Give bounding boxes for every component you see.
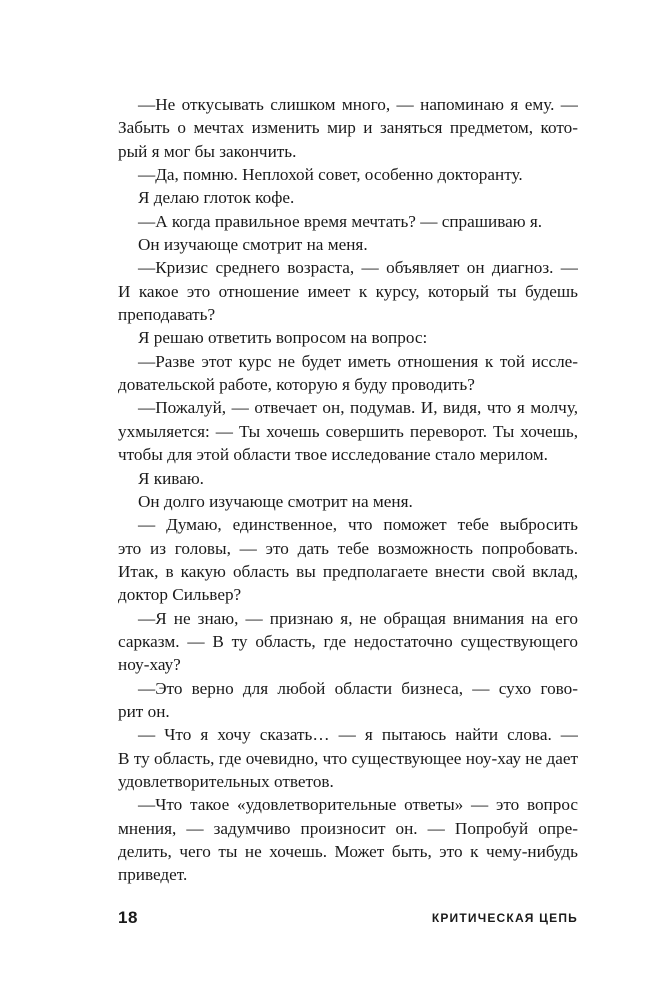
text-line: И какое это отношение имеет к курсу, который ты будешь [118,281,578,301]
text-line: сарказм. — В ту область, где недостаточно существующего [118,631,578,651]
text-line: удовлетворительных ответов. [118,771,334,791]
text-line: рит он. [118,701,170,721]
text-line: Забыть о мечтах изменить мир и заняться предметом, кото- [118,118,578,138]
text-line: доктор Сильвер? [118,585,242,605]
text-line: —Это верно для любой области бизнеса, — сухо гово- [138,678,578,698]
text-line: —Да, помню. Неплохой совет, особенно докторанту. [138,165,523,185]
text-line: это из головы, — это дать тебе возможность попробовать. [118,538,578,558]
text-line: ухмыляется: — Ты хочешь совершить переворот. Ты хочешь, [118,421,578,441]
text-line: —Я не знаю, — признаю я, не обращая внимания на его [138,608,578,628]
body-text [118,93,578,887]
text-line: Я решаю ответить вопросом на вопрос: [138,328,428,348]
text-line: приведет. [118,865,188,885]
text-line: чтобы для этой области твое исследование стало мерилом. [118,445,548,465]
running-title: КРИТИЧЕСКАЯ ЦЕПЬ [431,911,578,925]
text-line: Он долго изучающе смотрит на меня. [138,491,413,511]
text-line: —Разве этот курс не будет иметь отношения к той иссле- [138,351,578,371]
text-line: —Не откусывать слишком много, — напоминаю я ему. — [138,95,578,114]
text-line: Я киваю. [138,468,204,488]
text-line: Он изучающе смотрит на меня. [138,235,368,255]
text-line: В ту область, где очевидно, что существующее ноу-хау не дает [118,748,578,768]
text-line: делить, чего ты не хочешь. Может быть, это к чему-нибудь [118,842,578,861]
text-line: — Что я хочу сказать… — я пытаюсь найти слова. — [138,725,578,745]
text-line: довательской работе, которую я буду проводить? [118,375,475,395]
text-line: — Думаю, единственное, что поможет тебе выбросить [138,515,578,535]
text-line: —А когда правильное время мечтать? — спрашиваю я. [138,211,543,231]
page-footer [118,908,578,932]
text-line: ноу-хау? [118,655,181,675]
text-line: Я делаю глоток кофе. [138,188,295,208]
text-line: —Кризис среднего возраста, — объявляет он диагноз. — [138,258,578,278]
text-line: преподавать? [118,305,216,325]
text-line: мнения, — задумчиво произносит он. — Попробуй опре- [118,818,578,838]
text-line: Итак, в какую область вы предполагаете внести свой вклад, [118,561,578,581]
text-line: —Что такое «удовлетворительные ответы» — это вопрос [138,795,578,815]
text-line: —Пожалуй, — отвечает он, подумав. И, видя, что я молчу, [138,398,578,418]
page-number: 18 [118,908,138,927]
text-line: рый я мог бы закончить. [118,141,297,161]
